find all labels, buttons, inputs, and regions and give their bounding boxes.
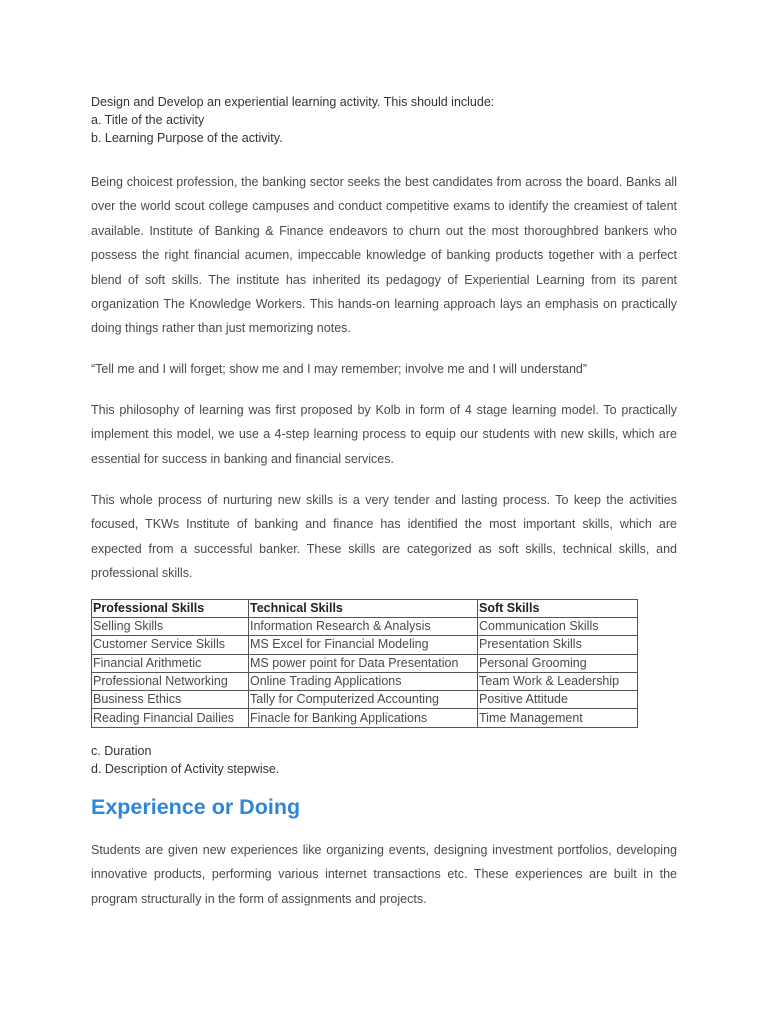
table-cell: Finacle for Banking Applications (249, 709, 478, 727)
table-cell: Presentation Skills (478, 636, 638, 654)
table-cell: Team Work & Leadership (478, 672, 638, 690)
table-cell: Financial Arithmetic (92, 654, 249, 672)
table-cell: Reading Financial Dailies (92, 709, 249, 727)
table-row (92, 636, 638, 654)
header-professional-skills: Professional Skills (92, 599, 249, 617)
table-cell: Positive Attitude (478, 691, 638, 709)
table-row (92, 672, 638, 690)
table-cell: MS Excel for Financial Modeling (249, 636, 478, 654)
description-line: d. Description of Activity stepwise. (91, 761, 280, 776)
table-row (92, 654, 638, 672)
intro-line-2: a. Title of the activity (91, 113, 205, 127)
quote-paragraph: “Tell me and I will forget; show me and I may remember; involve me and I will understand” (91, 361, 588, 376)
table-cell: Selling Skills (92, 617, 249, 635)
table-cell: Communication Skills (478, 617, 638, 635)
header-soft-skills: Soft Skills (478, 599, 638, 617)
table-cell: Professional Networking (92, 672, 249, 690)
table-header-row (92, 599, 638, 617)
table-cell: Tally for Computerized Accounting (249, 691, 478, 709)
paragraph-experience: Students are given new experiences like organizing events, designing investment portfolios, developing innovative products, performing various internet transactions etc. These experiences are built in the program structurally in the form of assignments and projects. (91, 842, 677, 906)
duration-line: c. Duration (91, 743, 152, 758)
paragraph-banking-sector: Being choicest profession, the banking sector seeks the best candidates from across the board. Banks all over the world scout college campuses and conduct competitive exams to identify the creamiest of talent available. Institute of Banking & Finance endeavors to churn out the most thoroughbred bankers who possess the right financial acumen, impeccable knowledge of banking products together with a perfect blend of soft skills. The institute has inherited its pedagogy of Experiential Learning from its parent organization The Knowledge Workers. This hands-on learning approach lays an emphasis on practically doing things rather than just memorizing notes. (91, 175, 677, 336)
intro-line-1: Design and Develop an experiential learning activity. This should include: (91, 95, 495, 109)
skills-table (91, 599, 638, 728)
intro-line-3: b. Learning Purpose of the activity. (91, 131, 283, 145)
paragraph-skills-process: This whole process of nurturing new skills is a very tender and lasting process. To keep the activities focused, TKWs Institute of banking and finance has identified the most important skills, which are expected from a successful banker. These skills are categorized as soft skills, technical skills, and professional skills. (91, 493, 677, 581)
table-cell: Information Research & Analysis (249, 617, 478, 635)
intro-block (91, 93, 677, 147)
header-technical-skills: Technical Skills (249, 599, 478, 617)
table-row (92, 709, 638, 727)
table-cell: Time Management (478, 709, 638, 727)
table-row (92, 691, 638, 709)
table-cell: Online Trading Applications (249, 672, 478, 690)
paragraph-kolb-model: This philosophy of learning was first proposed by Kolb in form of 4 stage learning model. To practically implement this model, we use a 4-step learning process to equip our students with new skills, which are essential for success in banking and financial services. (91, 402, 677, 466)
table-cell: Personal Grooming (478, 654, 638, 672)
after-table-block (91, 742, 677, 778)
table-cell: Business Ethics (92, 691, 249, 709)
table-row (92, 617, 638, 635)
section-heading: Experience or Doing (91, 794, 301, 819)
table-cell: Customer Service Skills (92, 636, 249, 654)
table-cell: MS power point for Data Presentation (249, 654, 478, 672)
document-page (91, 93, 677, 911)
